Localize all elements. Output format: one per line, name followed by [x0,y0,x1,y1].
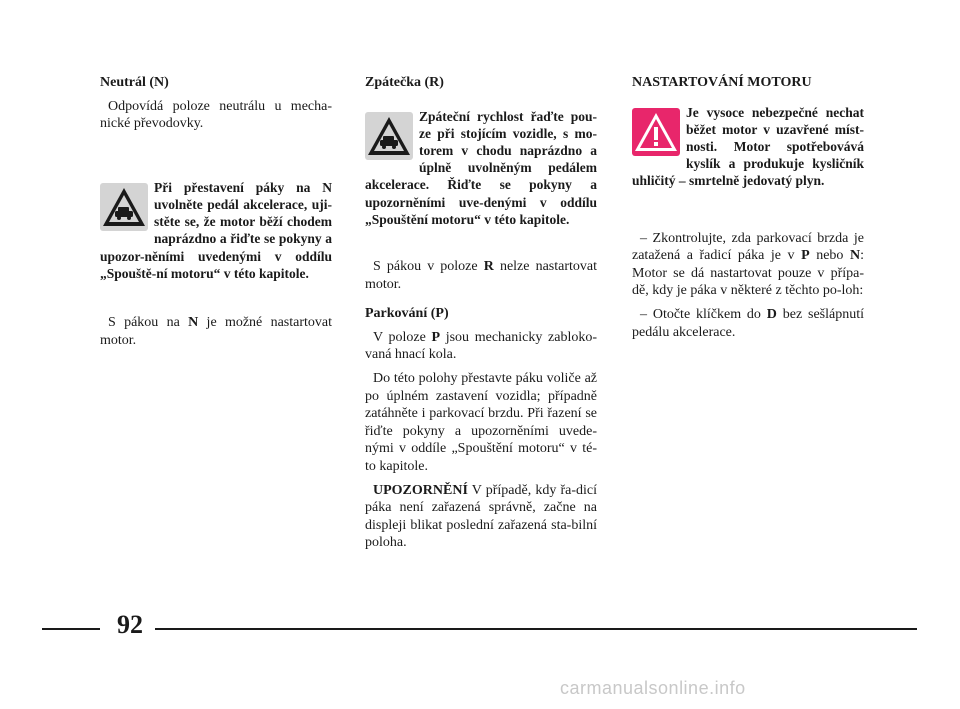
engine-danger-warning [632,104,864,190]
reverse-warning-text: Zpáteční rychlost řaďte pou-ze při stojícím vozidle, s mo-torem v chodu naprázdno a úplně uvolněným pedálem akcelerace. Řiďte se pokyny a upozorněními uve-denými v oddílu „Spouštění motoru“ v této kapitole. [365,108,597,227]
reverse-warning [365,108,597,228]
footer-rule-left [42,628,100,630]
reverse-start-note: S pákou v poloze R nelze nastartovat motor. [365,259,597,292]
column-engine-start [632,74,864,347]
heading-neutral: Neutrál (N) [100,75,169,90]
page-number: 92 [117,610,143,639]
park-caution: UPOZORNĚNÍ V případě, kdy řa-dicí páka není zařazená správně, začne na displeji blikat poslední zařazená sta-bilní poloha. [365,482,597,551]
neutral-description: Odpovídá poloze neutrálu u mecha-nické převodovky. [100,98,332,132]
engine-start-step1: – Zkontrolujte, zda parkovací brzda je zatažená a řadicí páka je v P nebo N: Motor se dá nastartovat pouze v přípa-dě, kdy je páka v některé z těchto po-loh: [632,230,864,299]
park-instructions: Do této polohy přestavte páku voliče až po úplném zastavení vozidla; případně zatáhněte i parkovací brzdu. Při řazení se řiďte pokyny a upozorněními uvede-nými v oddíle „Spouštění motoru“ v té-to kapitole. [365,370,597,474]
engine-danger-text: Je vysoce nebezpečné nechat běžet motor v uzavřené míst-nosti. Motor spotřebovává kyslík a produkuje kysličník uhličitý – smrtelně jedovatý plyn. [632,104,864,189]
engine-start-step2: – Otočte klíčkem do D bez sešlápnutí pedálu akcelerace. [632,306,865,340]
danger-warning-icon [632,108,680,156]
neutral-warning [100,179,332,282]
heading-reverse: Zpátečka (R) [365,75,444,90]
car-warning-icon [100,183,148,231]
watermark: carmanualsonline.info [560,678,746,698]
footer-rule-right [155,628,917,630]
car-warning-icon [365,112,413,160]
column-neutral [100,74,332,355]
heading-engine-start: NASTARTOVÁNÍ MOTORU [632,75,812,90]
column-reverse-park [365,74,597,558]
park-description: V poloze P jsou mechanicky zabloko-vaná hnací kola. [365,329,597,363]
neutral-start-note: S pákou na N je možné nastartovat motor. [100,315,332,348]
heading-park: Parkování (P) [365,306,449,322]
neutral-warning-text: Při přestavení páky na N uvolněte pedál akcelerace, uji-stěte se, že motor běží chodem naprázdno a řiďte se pokyny a upozor-něními uvedenými v oddílu „Spouště-ní motoru“ v této kapitole. [100,179,332,281]
